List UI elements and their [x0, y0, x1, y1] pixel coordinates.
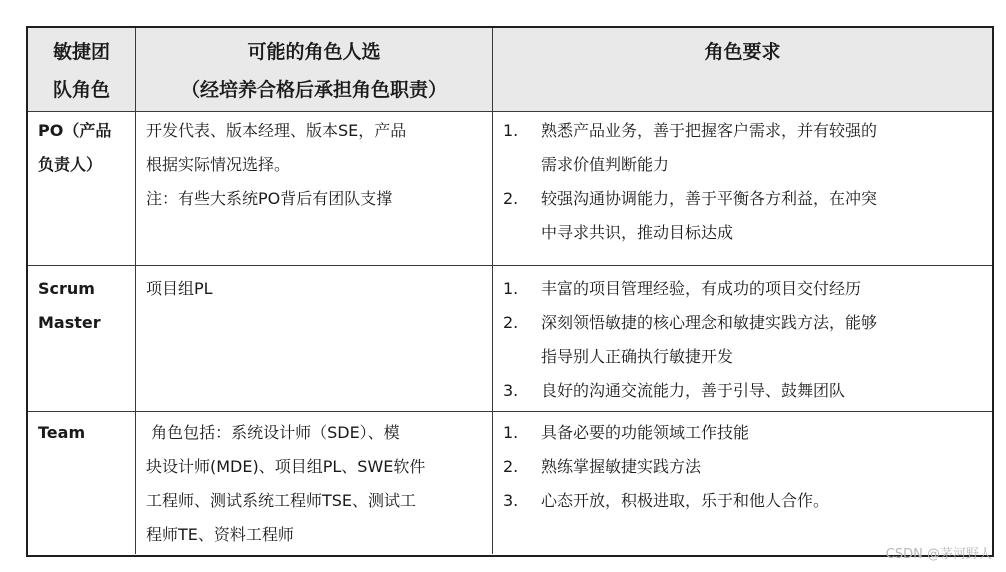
- requirement-line: 较强沟通协调能力，善于平衡各方利益，在冲突: [541, 189, 878, 208]
- requirement-list: [493, 112, 992, 250]
- requirement-item: [493, 450, 992, 484]
- requirement-line: 熟悉产品业务，善于把握客户需求，并有较强的: [541, 121, 878, 140]
- candidate-line: 注：有些大系统PO背后有团队支撑: [146, 189, 393, 208]
- role-line: Scrum: [38, 279, 95, 298]
- requirement-item: [493, 306, 992, 374]
- role-table: [26, 26, 994, 557]
- candidate-cell: [136, 112, 493, 265]
- role-cell: [28, 112, 136, 265]
- requirement-list: [493, 412, 992, 518]
- header-candidate-cell: [136, 28, 493, 111]
- candidate-line: 根据实际情况选择。: [146, 155, 291, 174]
- requirement-number: 1.: [503, 279, 519, 298]
- requirement-number: 2.: [503, 457, 519, 476]
- role-cell: [28, 412, 136, 554]
- requirement-line: 熟练掌握敏捷实践方法: [541, 457, 702, 476]
- requirement-cell: [493, 112, 992, 265]
- candidate-line: 工程师、测试系统工程师TSE、测试工: [146, 491, 417, 510]
- role-cell: [28, 266, 136, 411]
- requirement-item: [493, 374, 992, 408]
- requirement-line: 指导别人正确执行敏捷开发: [541, 347, 734, 366]
- candidate-line: 程师TE、资料工程师: [146, 525, 294, 544]
- candidate-line: 角色包括：系统设计师（SDE）、模: [146, 423, 400, 442]
- candidate-cell: [136, 412, 493, 554]
- role-name: [28, 112, 135, 182]
- role-name: [28, 412, 135, 450]
- requirement-cell: [493, 412, 992, 554]
- requirement-list: [493, 266, 992, 408]
- role-line: Team: [38, 423, 86, 442]
- table-row-scrum-master: [28, 266, 992, 412]
- header-role-line: 队角色: [52, 79, 110, 101]
- header-requirement-title: 角色要求: [704, 41, 781, 63]
- requirement-item: [493, 182, 992, 250]
- requirement-number: 1.: [503, 121, 519, 140]
- requirement-line: 心态开放，积极进取，乐于和他人合作。: [541, 491, 830, 510]
- requirement-line: 深刻领悟敏捷的核心理念和敏捷实践方法，能够: [541, 313, 878, 332]
- candidate-text: [136, 412, 492, 552]
- watermark: CSDN @茅河野人: [885, 547, 992, 562]
- requirement-line: 良好的沟通交流能力，善于引导、鼓舞团队: [541, 381, 846, 400]
- candidate-line: 开发代表、版本经理、版本SE，产品: [146, 121, 407, 140]
- role-line: Master: [38, 313, 101, 332]
- requirement-item: [493, 416, 992, 450]
- requirement-number: 3.: [503, 381, 519, 400]
- requirement-line: 中寻求共识，推动目标达成: [541, 223, 734, 242]
- requirement-line: 具备必要的功能领域工作技能: [541, 423, 750, 442]
- header-role-line: 敏捷团: [52, 41, 110, 63]
- requirement-number: 2.: [503, 189, 519, 208]
- table-row-po: [28, 112, 992, 266]
- table-header-row: [28, 28, 992, 112]
- requirement-item: [493, 272, 992, 306]
- requirement-line: 丰富的项目管理经验，有成功的项目交付经历: [541, 279, 862, 298]
- role-line: PO（产品: [38, 121, 112, 140]
- candidate-text: [136, 266, 492, 306]
- header-requirement-cell: [493, 28, 992, 111]
- candidate-cell: [136, 266, 493, 411]
- header-candidate-line: 可能的角色人选: [247, 41, 381, 63]
- requirement-line: 需求价值判断能力: [541, 155, 670, 174]
- requirement-item: [493, 484, 992, 518]
- requirement-item: [493, 114, 992, 182]
- header-role-cell: [28, 28, 136, 111]
- table-row-team: [28, 412, 992, 554]
- role-name: [28, 266, 135, 340]
- requirement-number: 1.: [503, 423, 519, 442]
- requirement-number: 3.: [503, 491, 519, 510]
- requirement-number: 2.: [503, 313, 519, 332]
- requirement-cell: [493, 266, 992, 411]
- candidate-text: [136, 112, 492, 216]
- role-line: 负责人）: [38, 155, 103, 174]
- header-candidate-line: （经培养合格后承担角色职责）: [180, 79, 447, 101]
- candidate-line: 块设计师(MDE)、项目组PL、SWE软件: [146, 457, 426, 476]
- candidate-line: 项目组PL: [146, 279, 213, 298]
